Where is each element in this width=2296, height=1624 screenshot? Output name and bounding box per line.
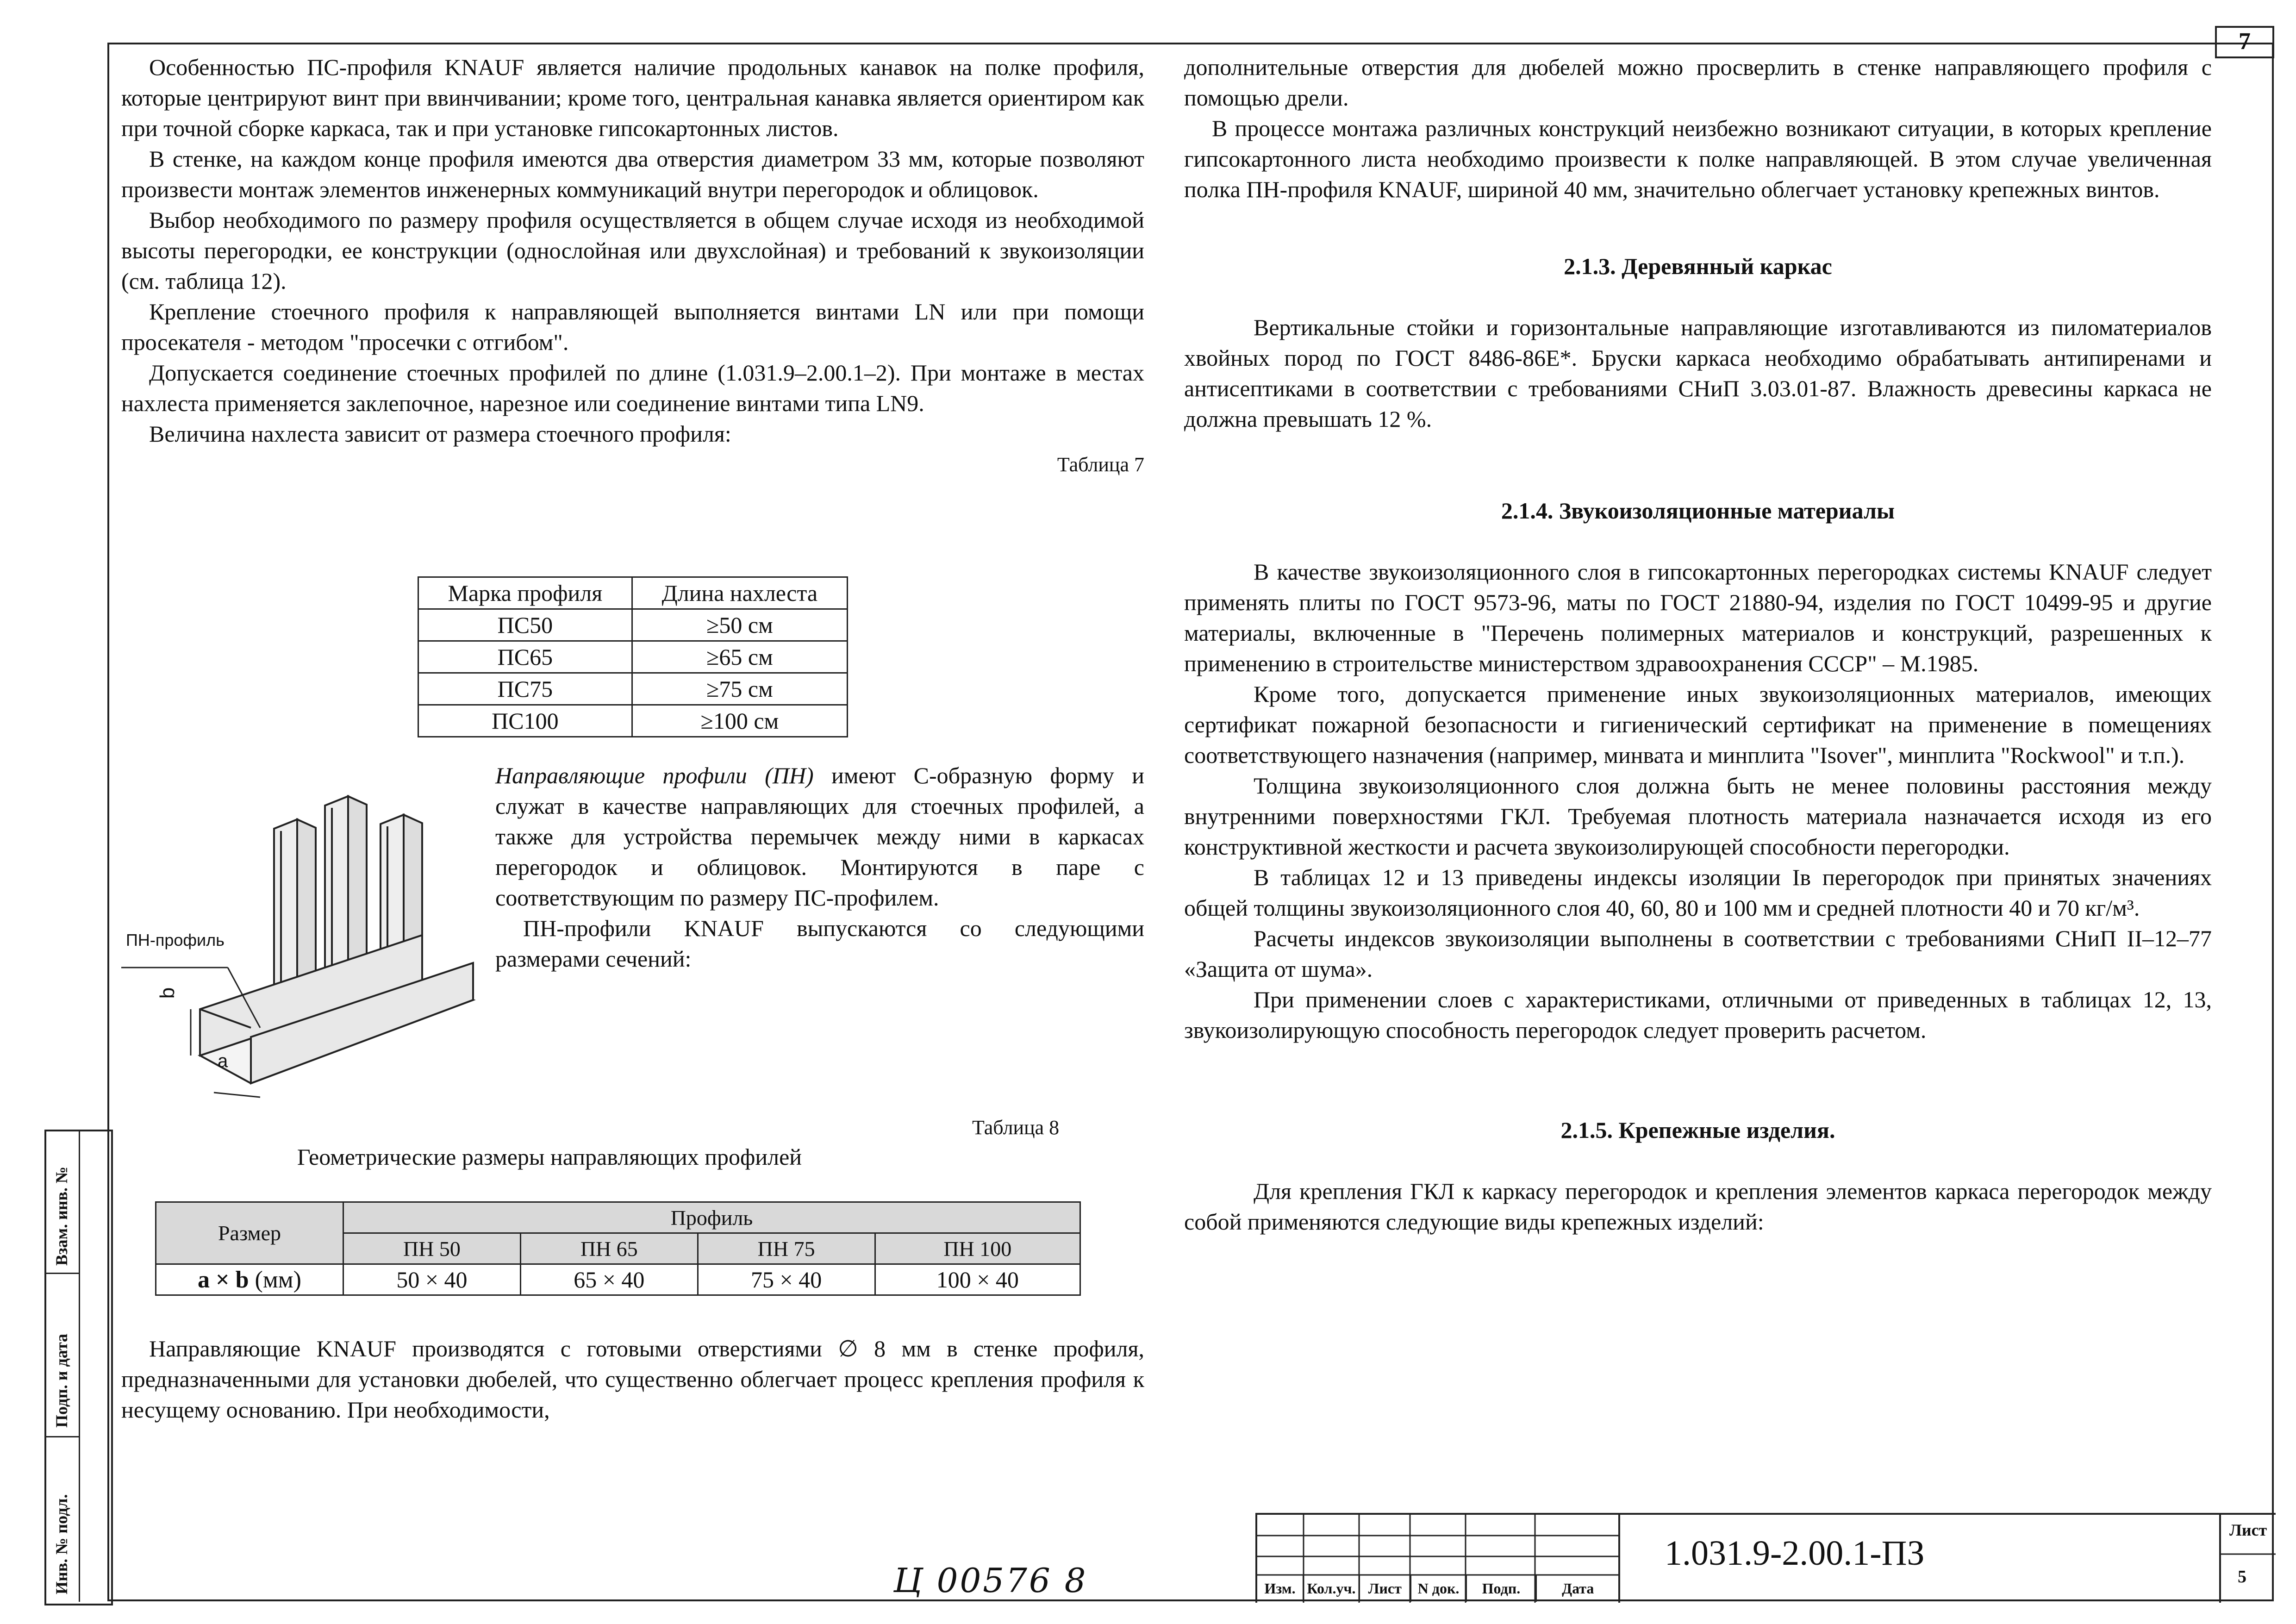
paragraph: Особенностью ПС-профиля KNAUF является наличие продольных канавок на полке профиля, которые центрируют винт при ввинчивании; кроме того, центральная канавка является ориентиром как при точной сборке каркаса, так и при установке гипсокартонных листов. [121, 54, 1144, 141]
figure-dim-a: a [218, 1051, 228, 1071]
frame-right-line [2272, 43, 2274, 1601]
tb-label: Дата [1562, 1580, 1594, 1597]
paragraph: В таблицах 12 и 13 приведены индексы изоляции Iв перегородок при принятых значениях общей толщины звукоизоляционного слоя 40, 60, 80 и 100 мм и средней плотности 40 и 70 кг/м³. [1184, 864, 2212, 921]
stamp-label: Инв. № подл. [52, 1494, 71, 1594]
paragraph: Выбор необходимого по размеру профиля осуществляется в общем случае исходя из необходимой высоты перегородки, ее конструкции (однослойная или двухслойная) и требований к звукоизоляции (см. таблица 12). [121, 207, 1144, 294]
table7 [418, 576, 848, 737]
table-header: Профиль [343, 1202, 1080, 1233]
table-cell: ≥100 см [632, 705, 847, 737]
frame-top-line [107, 43, 2274, 44]
table-cell: ≥65 см [632, 641, 847, 673]
left-column [121, 52, 1144, 479]
last-paragraph-left [121, 1333, 1144, 1425]
title-block-labels [1257, 1575, 1619, 1602]
pn-description [495, 760, 1144, 974]
tb-label: Подп. [1467, 1575, 1536, 1602]
tb-label: N док. [1411, 1575, 1467, 1602]
top-page-number: 7 [2215, 26, 2274, 58]
table-row [418, 609, 848, 641]
paragraph: Направляющие KNAUF производятся с готовыми отверстиями ∅ 8 мм в стенке профиля, предназначенными для установки дюбелей, что существенно облегчает процесс крепления профиля к несущему основанию. При необходимости, [121, 1336, 1144, 1423]
paragraph: Кроме того, допускается применение иных звукоизоляционных материалов, имеющих сертификат пожарной безопасности и гигиенический сертификат на применение в помещениях соответствующего назначения (например, минвата и минплита "Isover", минплита "Rockwool" и т.п.). [1184, 681, 2212, 768]
table-header: Марка профиля [418, 577, 632, 609]
row-label: a × b [197, 1266, 249, 1293]
table-header: ПН 50 [343, 1233, 521, 1264]
table-cell: ≥75 см [632, 673, 847, 705]
paragraph: Вертикальные стойки и горизонтальные направляющие изготавливаются из пиломатериалов хвойных пород по ГОСТ 8486-86Е*. Бруски каркаса необходимо обрабатывать антипиренами и антисептиками в соответствии с требованиями СНиП 3.03.01-87. Влажность древесины каркаса не должна превышать 12 %. [1184, 314, 2212, 432]
pn-text: имеют С-образную форму и служат в качестве направляющих для стоечных профилей, а также для устройства перемычек между ними в каркасах перегородок и облицовок. Монтируются в паре с соответствующим по размеру ПС-профилем. [495, 762, 1145, 911]
table-header: Размер [156, 1202, 343, 1264]
table7-caption: Таблица 7 [1057, 453, 1144, 476]
table-row [418, 641, 848, 673]
table-row [418, 705, 848, 737]
tb-label: Лист [1360, 1575, 1411, 1602]
tb-label: Кол.уч. [1304, 1575, 1360, 1602]
table8-title: Геометрические размеры направляющих профилей [297, 1144, 802, 1170]
table-header: Длина нахлеста [632, 577, 847, 609]
pn-intro-italic: Направляющие профили (ПН) [495, 762, 814, 788]
table-cell: 65 × 40 [520, 1264, 698, 1295]
stamp-label: Подп. и дата [52, 1333, 71, 1428]
table8 [155, 1201, 1081, 1296]
table-header: ПН 75 [698, 1233, 875, 1264]
paragraph: ПН-профили KNAUF выпускаются со следующими размерами сечений: [495, 915, 1144, 972]
table-cell: ПС100 [418, 705, 632, 737]
paragraph: В качестве звукоизоляционного слоя в гипсокартонных перегородках системы KNAUF следует применять плиты по ГОСТ 9573-96, маты по ГОСТ 21880-94, изделия по ГОСТ 10499-95 и другие материалы, включенные в "Перечень полимерных материалов и конструкций, разрешенных к применению в строительстве министерством здравоохранения СССР" – М.1985. [1184, 559, 2212, 676]
paragraph: Допускается соединение стоечных профилей по длине (1.031.9–2.00.1–2). При монтаже в местах нахлеста применяется заклепочное, нарезное или соединение винтами типа LN9. [121, 360, 1144, 416]
table-header: ПН 65 [520, 1233, 698, 1264]
paragraph: Крепление стоечного профиля к направляющей выполняется винтами LN или при помощи просекателя - методом "просечки с отгибом". [121, 299, 1144, 355]
section-title: 2.1.3. Деревянный каркас [1564, 253, 1832, 279]
paragraph: В стенке, на каждом конце профиля имеются два отверстия диаметром 33 мм, которые позволяют произвести монтаж элементов инженерных коммуникаций внутри перегородок и облицовок. [121, 146, 1144, 202]
paragraph: Величина нахлеста зависит от размера стоечного профиля: [149, 421, 731, 447]
row-label-unit: (мм) [255, 1266, 301, 1293]
title-block [1255, 1513, 2276, 1603]
paragraph: Расчеты индексов звукоизоляции выполнены в соответствии с требованиями СНиП II–12–77 «Защита от шума». [1184, 925, 2212, 982]
right-column [1184, 52, 2212, 1237]
table-cell: 50 × 40 [343, 1264, 521, 1295]
table-cell: 75 × 40 [698, 1264, 875, 1295]
figure-dim-b: b [156, 987, 179, 999]
table-header: ПН 100 [875, 1233, 1080, 1264]
table-cell: ПС50 [418, 609, 632, 641]
figure-label: ПН-профиль [126, 931, 225, 949]
table-cell: ПС65 [418, 641, 632, 673]
table-cell: ≥50 см [632, 609, 847, 641]
side-stamp [44, 1130, 113, 1605]
table-cell [156, 1264, 343, 1295]
table-row [418, 673, 848, 705]
table-cell: 100 × 40 [875, 1264, 1080, 1295]
section-title: 2.1.5. Крепежные изделия. [1560, 1117, 1835, 1143]
table-cell: ПС75 [418, 673, 632, 705]
paragraph: Для крепления ГКЛ к каркасу перегородок и крепления элементов каркаса перегородок между собой применяются следующие виды крепежных изделий: [1184, 1178, 2212, 1235]
paragraph: При применении слоев с характеристиками, отличными от приведенных в таблицах 12, 13, звукоизолирующую способность перегородок следует проверить расчетом. [1184, 987, 2212, 1043]
document-code: 1.031.9-2.00.1-ПЗ [1665, 1534, 1925, 1573]
paragraph: В процессе монтажа различных конструкций неизбежно возникают ситуации, в которых крепление гипсокартонного листа необходимо произвести к полке направляющей. В этом случае увеличенная полка ПН-профиля KNAUF, шириной 40 мм, значительно облегчает установку крепежных винтов. [1184, 115, 2212, 202]
paragraph: дополнительные отверстия для дюбелей можно просверлить в стенке направляющего профиля с помощью дрели. [1184, 54, 2212, 111]
tb-label: Изм. [1257, 1575, 1304, 1602]
paragraph [495, 760, 1144, 913]
paragraph: Толщина звукоизоляционного слоя должна быть не менее половины расстояния между внутренними поверхностями ГКЛ. Требуемая плотность материала назначается исходя из его конструктивной жесткости и расчета звукоизолирующей способности перегородки. [1184, 773, 2212, 860]
sheet-label: Лист [2229, 1521, 2267, 1539]
table-row [156, 1202, 1080, 1233]
stamp-label: Взам. инв. № [52, 1166, 71, 1266]
table-row [418, 577, 848, 609]
sheet-number: 5 [2238, 1567, 2246, 1587]
table-row [156, 1264, 1080, 1295]
table8-caption: Таблица 8 [972, 1116, 1060, 1139]
handwritten-note: Ц 00576 8 [893, 1561, 1088, 1600]
section-title: 2.1.4. Звукоизоляционные материалы [1501, 498, 1895, 524]
